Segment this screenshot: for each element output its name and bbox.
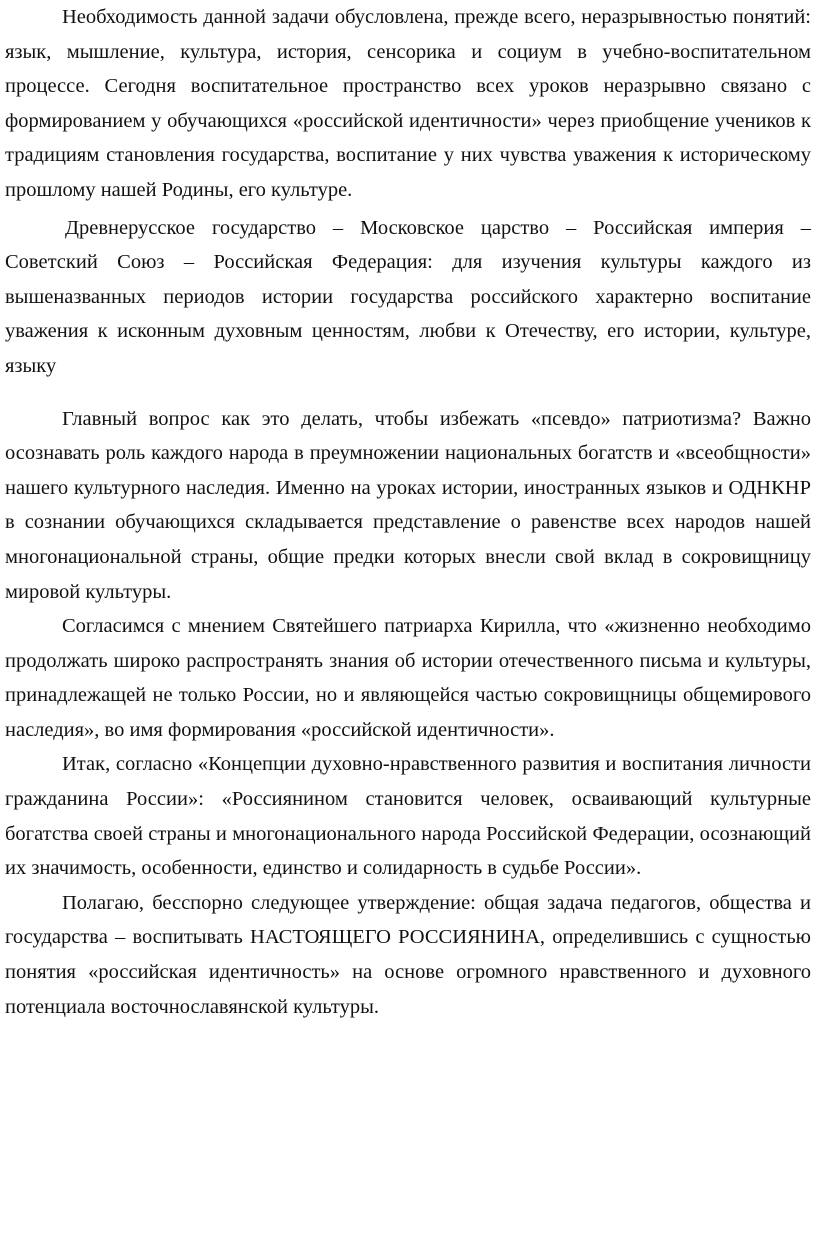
- paragraph-conclusion: Полагаю, бесспорно следующее утверждение: общая задача педагогов, общества и государства – воспитывать НАСТОЯЩЕГО РОССИЯНИНА, определившись с сущностью понятия «российская идентичность» на основе огромного нравственного и духовного потенциала восточнославянской культуры.: [5, 891, 811, 1018]
- document-body: [5, 0, 811, 1024]
- paragraph-patriarch-quote: Согласимся с мнением Святейшего патриарха Кирилла, что «жизненно необходимо продолжать широко распространять знания об истории отечественного письма и культуры, принадлежащей не только России, но и являющейся частью сокровищницы общемирового наследия», во имя формирования «российской идентичности».: [5, 615, 811, 741]
- paragraph-concept-quote: Итак, согласно «Концепции духовно-нравственного развития и воспитания личности гражданина России»: «Россиянином становится человек, осваивающий культурные богатства своей страны и многонационального народа Российской Федерации, осознающий их значимость, особенности, единство и солидарность в судьбе России».: [5, 753, 811, 880]
- paragraph-necessity: Необходимость данной задачи обусловлена, прежде всего, неразрывностью понятий: язык, мышление, культура, история, сенсорика и социум в учебно-воспитательном процессе. Сегодня воспитательное пространство всех уроков неразрывно связано с формированием у обучающихся «российской идентичности» через приобщение учеников к традициям становления государства, воспитание у них чувства уважения к историческому прошлому нашей Родины, его культуре.: [5, 6, 811, 201]
- paragraph-main-question: Главный вопрос как это делать, чтобы избежать «псевдо» патриотизма? Важно осознавать роль каждого народа в преумножении национальных богатств и «всеобщности» нашего культурного наследия. Именно на уроках истории, иностранных языков и ОДНКНР в сознании обучающихся складывается представление о равенстве всех народов нашей многонациональной страны, общие предки которых внесли свой вклад в сокровищницу мировой культуры.: [5, 407, 811, 603]
- paragraph-state-history: Древнерусское государство – Московское царство – Российская империя – Советский Союз – Российская Федерация: для изучения культуры каждого из вышеназванных периодов истории государства российского характерно воспитание уважения к исконным духовным ценностям, любви к Отечеству, его истории, культуре, языку: [5, 216, 811, 377]
